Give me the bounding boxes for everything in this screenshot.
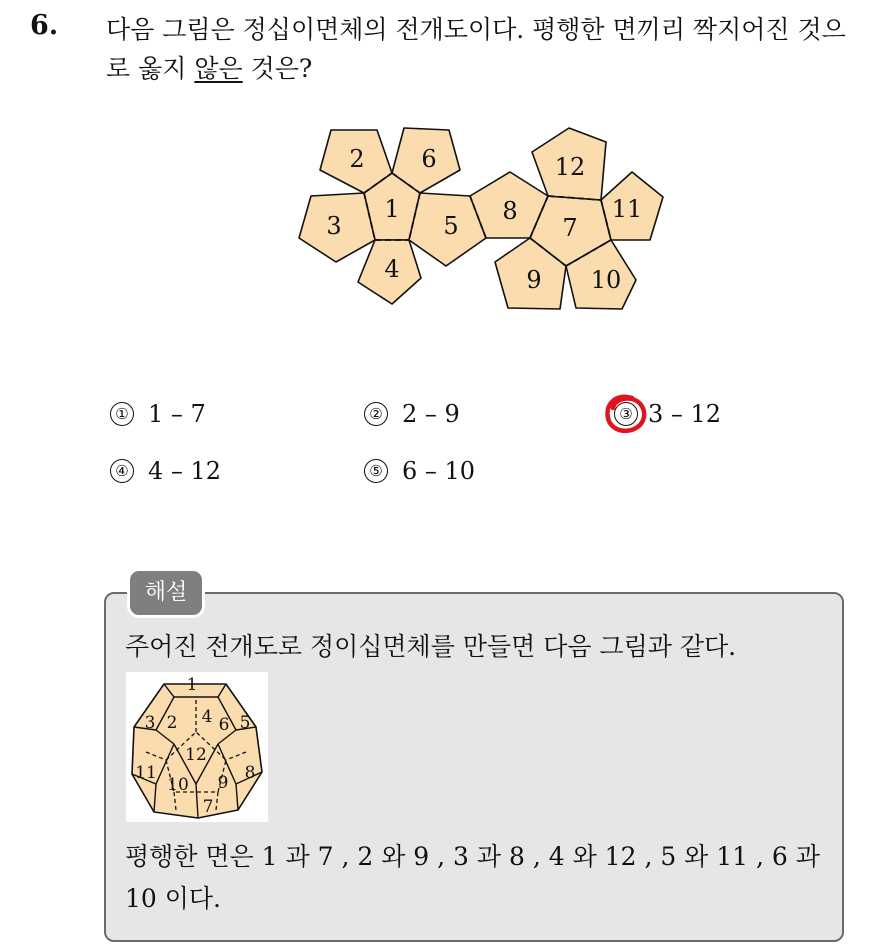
net-label-12: 12 (554, 153, 586, 181)
solid-label-6: 6 (218, 715, 230, 735)
solid-label-4: 4 (201, 707, 213, 727)
choice-4-text: 4 – 12 (148, 457, 222, 485)
answer-circle-mark (602, 392, 650, 438)
solid-label-11: 11 (135, 763, 157, 783)
question-text-before: 다음 그림은 정십이면체의 전개도이다. 평행한 면끼리 짝지어진 것으로 옳지 (106, 15, 846, 83)
choice-5-text: 6 – 10 (402, 457, 476, 485)
choice-2-text: 2 – 9 (402, 400, 460, 428)
choice-4-mark: ④ (110, 459, 134, 483)
solid-label-5: 5 (239, 713, 251, 733)
net-label-9: 9 (526, 266, 542, 294)
net-label-11: 11 (611, 195, 643, 223)
question-number: 6. (30, 10, 59, 41)
question-text (106, 10, 866, 88)
net-label-3: 3 (326, 212, 342, 240)
solid-label-10: 10 (167, 775, 189, 795)
dodecahedron-solid-figure (126, 672, 268, 822)
net-label-5: 5 (443, 212, 459, 240)
net-label-1: 1 (384, 195, 400, 223)
net-label-6: 6 (421, 145, 437, 173)
choice-3-mark: ③ (614, 402, 638, 426)
choice-4[interactable] (110, 457, 221, 485)
net-label-4: 4 (384, 255, 400, 283)
choice-1[interactable] (110, 400, 206, 428)
choice-5[interactable] (364, 457, 475, 485)
net-label-7: 7 (562, 214, 578, 242)
choice-2-mark: ② (364, 402, 388, 426)
solid-label-12: 12 (185, 745, 207, 765)
net-label-10: 10 (590, 266, 622, 294)
solution-line-1: 주어진 전개도로 정이십면체를 만들면 다음 그림과 같다. (125, 632, 737, 661)
choice-2[interactable] (364, 400, 460, 428)
dodecahedron-net-figure (296, 120, 666, 316)
solid-label-2: 2 (166, 713, 178, 733)
solid-label-9: 9 (217, 773, 229, 793)
net-label-8: 8 (502, 197, 518, 225)
solid-label-1: 1 (186, 675, 198, 695)
choice-3-text: 3 – 12 (648, 400, 722, 428)
net-label-2: 2 (349, 145, 365, 173)
choice-5-mark: ⑤ (364, 459, 388, 483)
solution-line-2: 평행한 면은 1 과 7 , 2 와 9 , 3 과 8 , 4 와 12 , 5 와 11 , 6 과 10 이다. (125, 842, 820, 913)
solution-tag: 해설 (127, 568, 205, 618)
question-underlined-word: 않은 (194, 54, 243, 83)
solid-label-7: 7 (202, 797, 214, 817)
question-text-after: 것은? (242, 54, 313, 83)
solid-label-3: 3 (144, 713, 156, 733)
choice-1-text: 1 – 7 (148, 400, 206, 428)
choice-1-mark: ① (110, 402, 134, 426)
solid-label-8: 8 (244, 763, 256, 783)
